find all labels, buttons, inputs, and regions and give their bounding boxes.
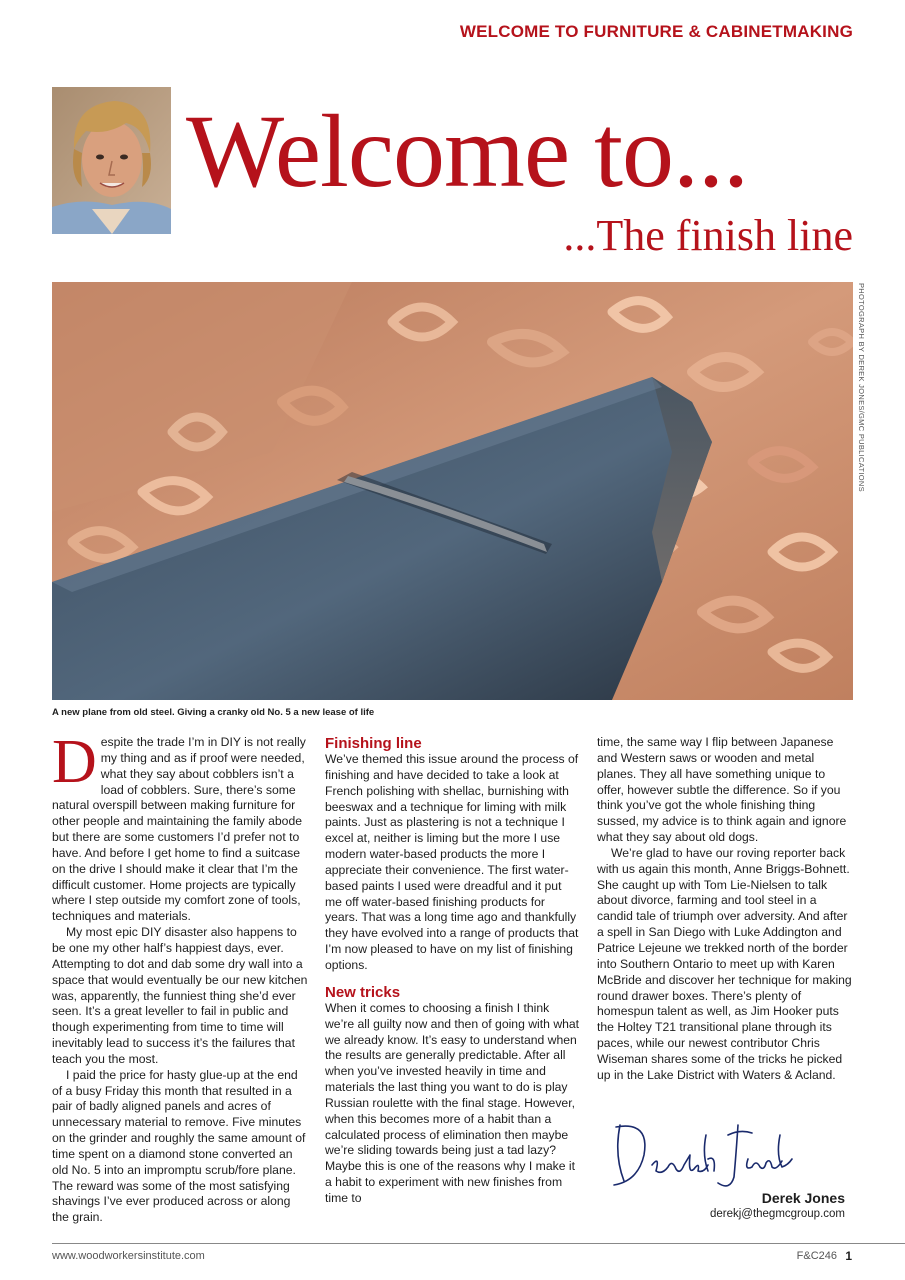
author-portrait — [52, 87, 171, 234]
author-email: derekj@thegmcgroup.com — [709, 1208, 845, 1220]
page-subtitle: ...The finish line — [563, 211, 853, 260]
paragraph — [52, 728, 308, 925]
photo-caption: A new plane from old steel. Giving a cranky old No. 5 a new lease of life — [52, 707, 375, 718]
footer-url: www.woodworkersinstitute.com — [52, 1250, 205, 1262]
section-header: WELCOME TO FURNITURE & CABINETMAKING — [459, 22, 853, 41]
paragraph: We’ve themed this issue around the process of finishing and have decided to take a look at French polishing with shellac, burnishing with beeswax and a technique for liming with milk paints. Just as plastering is not a technique I excel at, neither is liming but the more I use modern water-based products the more I appreciate their convenience. The first water-based paints I used were dreadful and it put me off water-based finishing products for years. That was a long time ago and thankfully they have evolved into a range of products that I’m now pleased to have on my list of finishing options. — [325, 752, 579, 972]
article-column-3 — [597, 735, 853, 1084]
page-title: Welcome to... — [186, 94, 748, 209]
author-name: Derek Jones — [761, 1190, 845, 1206]
article-column-1 — [52, 728, 308, 1226]
footer-issue: F&C246 — [796, 1250, 837, 1262]
handwritten-signature — [610, 1115, 800, 1195]
hero-photo — [52, 282, 853, 700]
paragraph: When it comes to choosing a finish I think we’re all guilty now and then of going with what we already know. It’s easy to understand when the results are generally predictable. After all when you’ve invested heavily in time and materials the last thing you want to do is play Russian roulette with the final stage. However, when this becomes more of a habit than a calculated process of elimination then maybe we’re sliding towards being just a tad lazy? Maybe this is one of the reasons why I make it a habit to experiment with new finishes from time to — [325, 1000, 580, 1205]
paragraph: I paid the price for hasty glue-up at the end of a busy Friday this month that resulted in a pair of badly aligned panels and acres of unnecessary material to remove. Five minutes on the grinder and roughly the same amount of time spent on a diamond stone converted an old No. 5 into an impromptu scrub/fore plane. The reward was some of the most satisfying shavings I’ve ever produced across or along the grain. — [52, 1067, 306, 1225]
photo-credit: PHOTOGRAPH BY DEREK JONES/GMC PUBLICATIONS — [857, 283, 866, 492]
author-portrait-image — [52, 87, 171, 234]
paragraph: time, the same way I flip between Japanese and Western saws or wooden and metal planes. They all have something unique to offer, however subtle the difference. So if you think you’ve got the whole finishing thing sussed, my advice is to think again and ignore what they say about old dogs. — [597, 735, 847, 845]
paragraph-text: espite the trade I’m in DIY is not really my thing and as if proof were needed, what they say about cobblers isn’t a load of cobblers. Sure, there’s some natural overspill between making furniture for other people and maintaining the family abode but there are some customers I’d prefer not to have. And before I get home to find a suitcase on the drive I should make it clear that I’m the difficult customer. Home projects are typically where I step outside my comfort zone of tools, techniques and materials. — [52, 735, 306, 924]
footer-divider — [52, 1243, 905, 1244]
subheading-finishing-line: Finishing line — [325, 735, 422, 752]
paragraph: We’re glad to have our roving reporter back with us again this month, Anne Briggs-Bohnett. She caught up with Tom Lie-Nielsen to talk about divorce, farming and tool steel in a candid tale of triumph over adversity. And after a spell in San Diego with Luke Addington and Patrice Lejeune we trekked north of the border into Southern Ontario to meet up with Karen McBride and discover her technique for making round drawer boxes. There’s plenty of homespun talent as well, as Jim Hooker puts the Holtey T21 transitional plane through its paces, while our newest contributor Chris Wiseman shares some of the tricks he picked up in the Lake District with Waters & Acland. — [597, 845, 852, 1082]
paragraph: My most epic DIY disaster also happens to be one my other half’s happiest days, ever. Attempting to dot and dab some dry wall into a space that would eventually be our new kitchen was, apparently, the funniest thing she’d ever seen. It’s a great leveller to fail in public and though experimenting from time to time will inevitably lead to success it’s the failures that teach you the most. — [52, 925, 308, 1066]
hand-plane-shavings-image — [52, 282, 853, 700]
article-column-2 — [325, 735, 581, 1207]
page-number: 1 — [845, 1249, 852, 1263]
drop-cap: D — [52, 728, 97, 796]
subheading-new-tricks: New tricks — [325, 983, 401, 1001]
